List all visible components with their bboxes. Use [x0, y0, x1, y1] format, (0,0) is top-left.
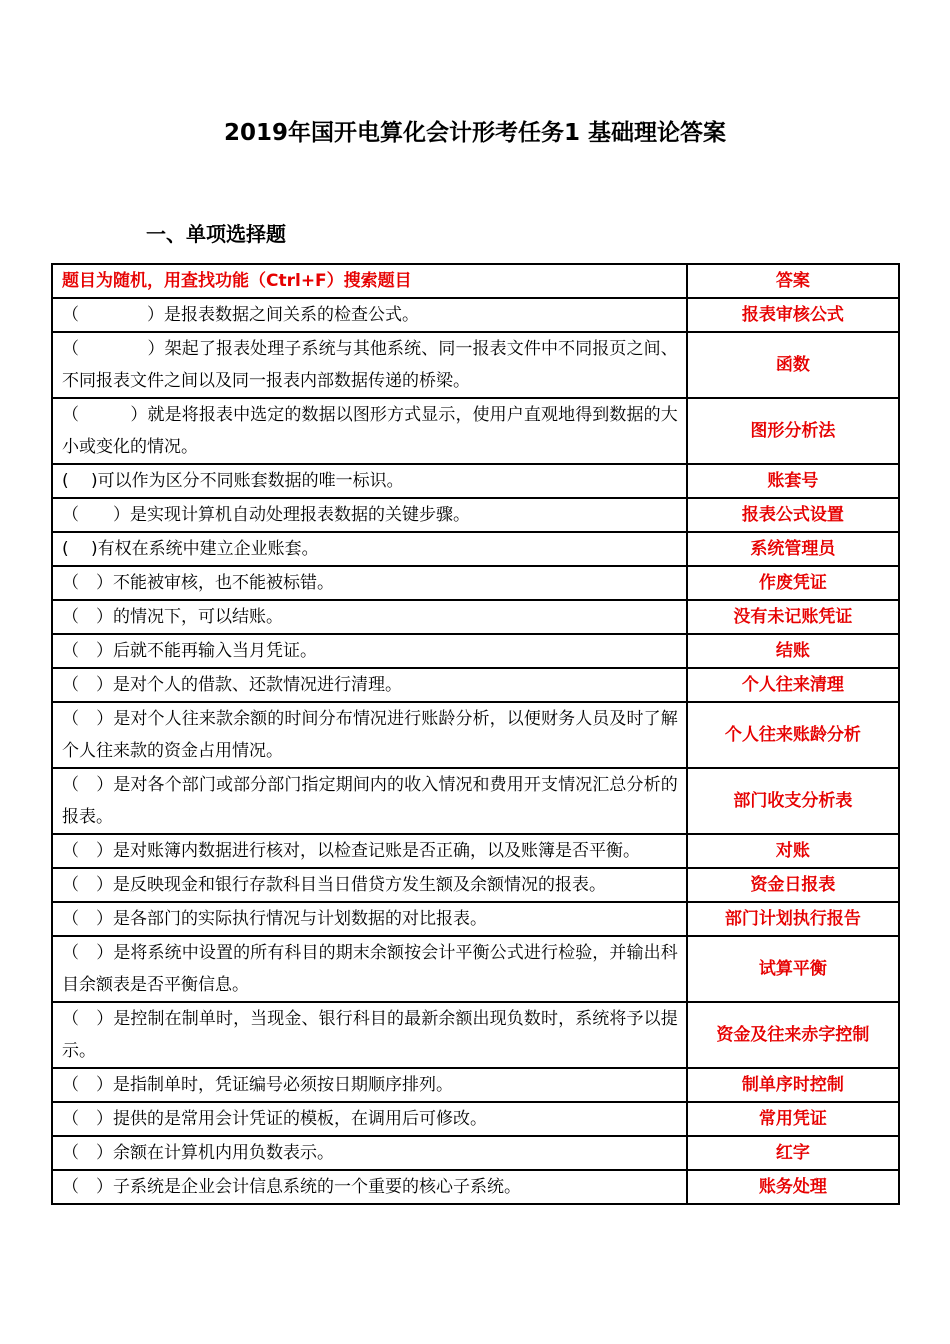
table-row: [52, 1136, 899, 1170]
answer-cell: 资金及往来赤字控制: [687, 1002, 899, 1068]
answer-cell: 结账: [687, 634, 899, 668]
header-answer-cell: 答案: [687, 264, 899, 298]
answer-cell: 资金日报表: [687, 868, 899, 902]
table-row: [52, 634, 899, 668]
table-row: [52, 668, 899, 702]
question-cell: （ ）是对个人的借款、还款情况进行清理。: [52, 668, 687, 702]
question-cell: （ ）后就不能再输入当月凭证。: [52, 634, 687, 668]
answer-cell: 制单序时控制: [687, 1068, 899, 1102]
table-row: [52, 398, 899, 464]
question-cell: （ ）是报表数据之间关系的检查公式。: [52, 298, 687, 332]
header-question-cell: 题目为随机，用查找功能（Ctrl+F）搜索题目: [52, 264, 687, 298]
question-cell: （ ）是对账簿内数据进行核对，以检查记账是否正确，以及账簿是否平衡。: [52, 834, 687, 868]
table-row: [52, 566, 899, 600]
question-cell: （ ）就是将报表中选定的数据以图形方式显示，使用户直观地得到数据的大小或变化的情况。: [52, 398, 687, 464]
answer-cell: 账务处理: [687, 1170, 899, 1204]
question-cell: （ ）是控制在制单时，当现金、银行科目的最新余额出现负数时，系统将予以提示。: [52, 1002, 687, 1068]
question-cell: （ ）是将系统中设置的所有科目的期末余额按会计平衡公式进行检验，并输出科目余额表是否平衡信息。: [52, 936, 687, 1002]
question-cell: ( )有权在系统中建立企业账套。: [52, 532, 687, 566]
answer-cell: 对账: [687, 834, 899, 868]
answer-cell: 账套号: [687, 464, 899, 498]
question-cell: （ ）是反映现金和银行存款科目当日借贷方发生额及余额情况的报表。: [52, 868, 687, 902]
question-cell: （ ）是对个人往来款余额的时间分布情况进行账龄分析，以便财务人员及时了解个人往来款的资金占用情况。: [52, 702, 687, 768]
question-cell: ( )可以作为区分不同账套数据的唯一标识。: [52, 464, 687, 498]
question-cell: （ ）是各部门的实际执行情况与计划数据的对比报表。: [52, 902, 687, 936]
table-row: [52, 1102, 899, 1136]
answer-cell: 红字: [687, 1136, 899, 1170]
table-row: [52, 702, 899, 768]
answer-cell: 常用凭证: [687, 1102, 899, 1136]
question-cell: （ ）提供的是常用会计凭证的模板，在调用后可修改。: [52, 1102, 687, 1136]
table-row: [52, 1170, 899, 1204]
answer-cell: 个人往来清理: [687, 668, 899, 702]
table-header-row: [52, 264, 899, 298]
answer-cell: 部门收支分析表: [687, 768, 899, 834]
question-cell: （ ）是指制单时，凭证编号必须按日期顺序排列。: [52, 1068, 687, 1102]
question-cell: （ ）架起了报表处理子系统与其他系统、同一报表文件中不同报页之间、不同报表文件之间以及同一报表内部数据传递的桥梁。: [52, 332, 687, 398]
table-row: [52, 298, 899, 332]
question-cell: （ ）不能被审核，也不能被标错。: [52, 566, 687, 600]
page-title: 2019年国开电算化会计形考任务1 基础理论答案: [223, 120, 727, 146]
answer-cell: 函数: [687, 332, 899, 398]
table-row: [52, 1068, 899, 1102]
answer-cell: 部门计划执行报告: [687, 902, 899, 936]
table-row: [52, 936, 899, 1002]
answer-cell: 没有未记账凭证: [687, 600, 899, 634]
question-cell: （ ）是实现计算机自动处理报表数据的关键步骤。: [52, 498, 687, 532]
answer-cell: 系统管理员: [687, 532, 899, 566]
table-row: [52, 464, 899, 498]
question-cell: （ ）是对各个部门或部分部门指定期间内的收入情况和费用开支情况汇总分析的报表。: [52, 768, 687, 834]
table-row: [52, 600, 899, 634]
answer-cell: 报表公式设置: [687, 498, 899, 532]
table-row: [52, 768, 899, 834]
question-cell: （ ）子系统是企业会计信息系统的一个重要的核心子系统。: [52, 1170, 687, 1204]
answer-cell: 图形分析法: [687, 398, 899, 464]
answer-cell: 试算平衡: [687, 936, 899, 1002]
question-answer-table: [51, 263, 900, 1205]
table-row: [52, 332, 899, 398]
table-row: [52, 834, 899, 868]
table-row: [52, 868, 899, 902]
answer-cell: 个人往来账龄分析: [687, 702, 899, 768]
table-row: [52, 532, 899, 566]
answer-cell: 报表审核公式: [687, 298, 899, 332]
table-row: [52, 498, 899, 532]
section-heading: 一、单项选择题: [146, 222, 286, 246]
answer-cell: 作废凭证: [687, 566, 899, 600]
question-cell: （ ）余额在计算机内用负数表示。: [52, 1136, 687, 1170]
table-row: [52, 902, 899, 936]
question-cell: （ ）的情况下，可以结账。: [52, 600, 687, 634]
table-row: [52, 1002, 899, 1068]
